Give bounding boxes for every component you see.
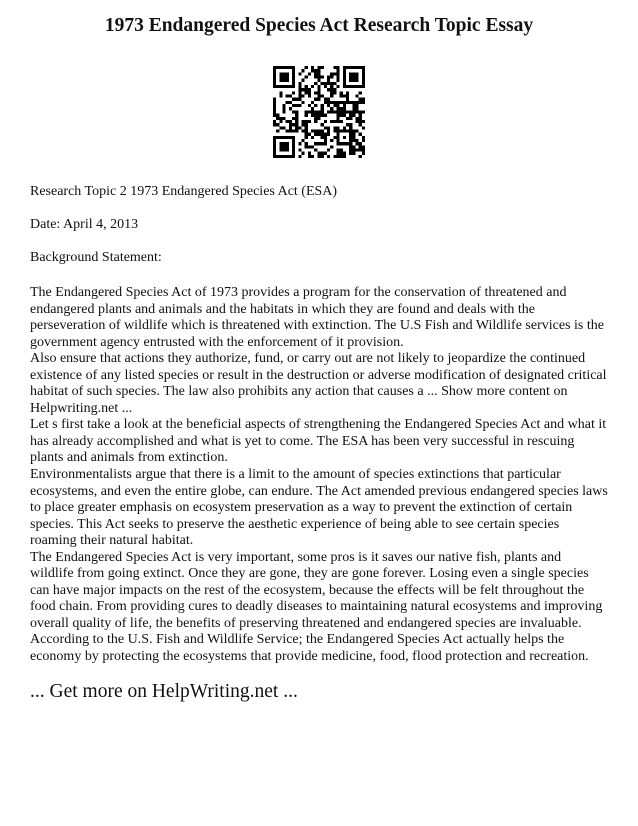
- essay-paragraph: Also ensure that actions they authorize, fund, or carry out are not likely to jeopardize the continued existence of any listed species or result in the destruction or adverse modification of designated critical habitat of such species. The law also prohibits any action that causes a ... Show more content on Helpwriting.net ...: [30, 351, 607, 416]
- date-line: Date: April 4, 2013: [30, 217, 139, 232]
- qr-code-icon: [273, 66, 365, 158]
- essay-paragraph: Let s first take a look at the beneficial aspects of strengthening the Endangered Species Act and what it has already accomplished and what is yet to come. The ESA has been very successful in rescuing plants and animals from extinction.: [30, 417, 607, 466]
- document-title: 1973 Endangered Species Act Research Topic Essay: [104, 15, 534, 36]
- essay-paragraph: The Endangered Species Act of 1973 provides a program for the conservation of threatened and endangered plants and animals and the habitats in which they are found and deals with the perseveration of wildlife which is threatened with extinction. The U.S Fish and Wildlife services is the government agency entrusted with the enforcement of it provision.: [30, 285, 604, 350]
- get-more-link[interactable]: ... Get more on HelpWriting.net ...: [30, 681, 298, 702]
- background-heading: Background Statement:: [30, 250, 162, 265]
- essay-body: [30, 285, 608, 666]
- essay-paragraph: The Endangered Species Act is very important, some pros is it saves our native fish, plants and wildlife from going extinct. Once they are gone, they are gone forever. Losing even a single species can have major impacts on the rest of the ecosystem, because the effects will be felt throughout the food chain. From providing cures to deadly diseases to maintaining natural ecosystems and improving overall quality of life, the benefits of preserving threatened and endangered species are invaluable. According to the U.S. Fish and Wildlife Service; the Endangered Species Act actually helps the economy by protecting the ecosystems that provide medicine, food, flood protection and recreation.: [30, 549, 603, 665]
- essay-paragraph: Environmentalists argue that there is a limit to the amount of species extinctions that particular ecosystems, and even the entire globe, can endure. The Act amended previous endangered species laws to place greater emphasis on ecosystem preservation as a way to prevent the extinction of certain species. This Act seeks to preserve the aesthetic experience of being able to see certain species roaming their natural habitat.: [30, 467, 608, 549]
- research-topic-line: Research Topic 2 1973 Endangered Species Act (ESA): [30, 184, 338, 199]
